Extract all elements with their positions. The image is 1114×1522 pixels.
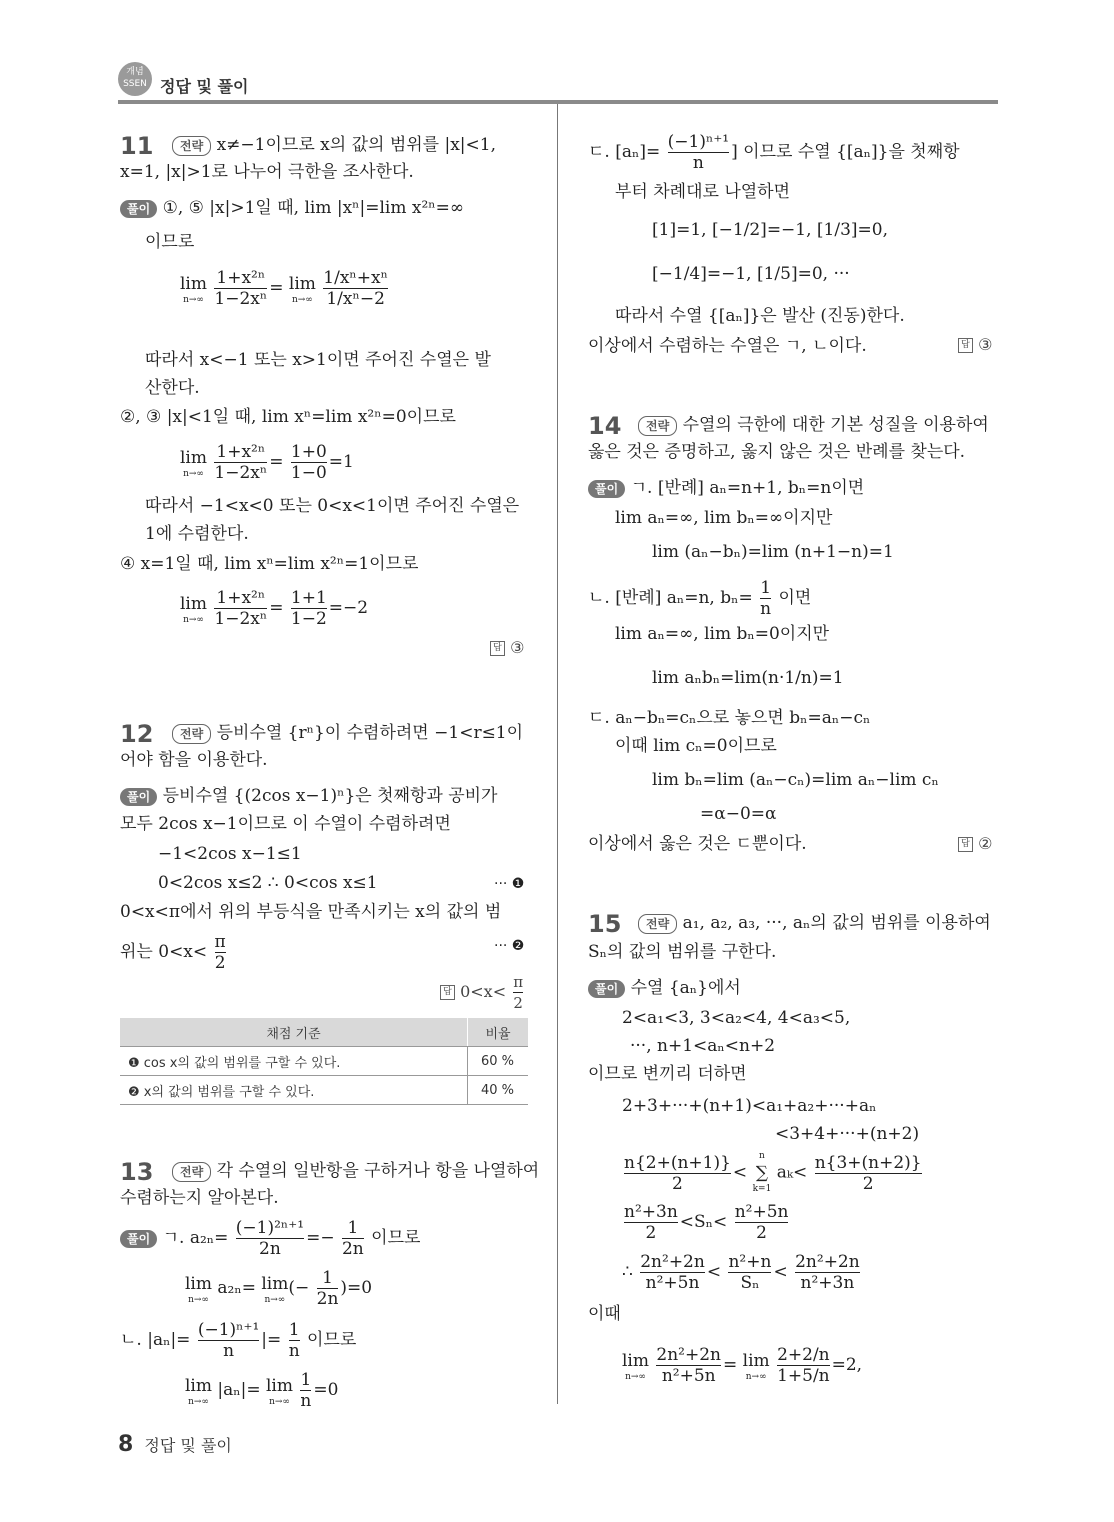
answer-mark: 답 [490, 641, 505, 656]
problem-13-strategy: 전략 각 수열의 일반항을 구하거나 항을 나열하여 [172, 1159, 539, 1183]
problem-13-line: [1]=1, [−1/2]=−1, [1/3]=0, [652, 220, 889, 240]
table-row: ❷ x의 값의 범위를 구할 수 있다. 40 % [120, 1076, 528, 1105]
problem-13-equation-2: lim n→∞ |aₙ|= lim n→∞ $\frac{1}{n}$ =0 [185, 1370, 339, 1411]
problem-12-line: 0<x<π에서 위의 부등식을 만족시키는 x의 값의 범 [120, 902, 502, 922]
problem-11-line: ②, ③ |x|<1일 때, lim xⁿ=lim x²ⁿ=0이므로 [120, 407, 456, 427]
solution-badge: 풀이 [120, 788, 157, 806]
problem-12-strategy: 전략 등비수열 {rⁿ}이 수렴하려면 −1<r≤1이 [172, 721, 523, 745]
problem-13-line: 부터 차례대로 나열하면 [615, 182, 791, 202]
strategy-badge: 전략 [638, 914, 677, 934]
problem-12-line: −1<2cos x−1≤1 [158, 844, 302, 864]
problem-14-answer: 답 ② [958, 834, 992, 853]
problem-13-answer: 답 ③ [958, 335, 992, 354]
problem-15-number: 15 [588, 910, 622, 938]
scoring-table [120, 1018, 528, 1105]
problem-15-equation-4: lim n→∞ $\frac{\text{2n²+2n}}{\text{n²+5n}}$ = lim n→∞ $\frac{2+2/n}{1+5/n}$ =2, [622, 1345, 863, 1386]
problem-11-line: 따라서 x<−1 또는 x>1이면 주어진 수열은 발 [145, 350, 491, 370]
problem-11-equation-2: lim n→∞ $\frac{\text{1+x²ⁿ}}{\text{1−2xⁿ}}$ = $\frac{1+0}{1-0}$ =1 [180, 442, 354, 483]
strategy-badge: 전략 [172, 136, 211, 156]
problem-11-strategy [172, 133, 496, 157]
problem-11-equation-1: lim n→∞ $\frac{\text{1+x²ⁿ}}{\text{1−2xⁿ}}$ = lim n→∞ $\frac{\text{1/xⁿ+xⁿ}}{\text{1/xⁿ−2}}$ [180, 268, 388, 309]
step-marker-1: ··· ❶ [494, 876, 525, 892]
problem-12-strategy-line2: 어야 함을 이용한다. [120, 750, 268, 770]
problem-15-line: ···, n+1<aₙ<n+2 [630, 1036, 776, 1056]
problem-14-solution-line1: 풀이 ㄱ. [반례] aₙ=n+1, bₙ=n이면 [588, 476, 864, 500]
problem-11-strategy-line2: x=1, |x|>1로 나누어 극한을 조사한다. [120, 162, 414, 182]
solution-badge: 풀이 [120, 200, 157, 218]
problem-11-line: ④ x=1일 때, lim xⁿ=lim x²ⁿ=1이므로 [120, 554, 419, 574]
brand-logo [118, 62, 152, 96]
answer-mark: 답 [958, 338, 973, 353]
page-header [118, 62, 998, 106]
problem-14-line: lim aₙbₙ=lim(n·1/n)=1 [652, 668, 844, 688]
problem-11-line: 이므로 [145, 232, 195, 252]
solution-text: ①, ⑤ |x|>1일 때, lim |xⁿ|=lim x²ⁿ=∞ [162, 198, 465, 218]
problem-15-solution-line1: 풀이 수열 {aₙ}에서 [588, 976, 741, 1000]
problem-13-number: 13 [120, 1158, 154, 1186]
problem-14-line: ㄷ. aₙ−bₙ=cₙ으로 놓으면 bₙ=aₙ−cₙ [588, 708, 871, 728]
table-row: ❶ cos x의 값의 범위를 구할 수 있다. 60 % [120, 1047, 528, 1076]
table-header: 채점 기준 [120, 1018, 468, 1047]
problem-13-line: 이상에서 수렴하는 수열은 ㄱ, ㄴ이다. [588, 336, 867, 356]
header-rule [118, 100, 998, 104]
problem-15-equation-1: $\frac{n\{2+(n+1)\}}{2}$ < n ∑ k=1 aₖ< $\frac{n\{3+(n+2)\}}{2}$ [624, 1151, 922, 1194]
problem-12-solution-line1: 풀이 등비수열 {(2cos x−1)ⁿ}은 첫째항과 공비가 [120, 784, 497, 808]
problem-14-strategy-line2: 옳은 것은 증명하고, 옳지 않은 것은 반례를 찾는다. [588, 442, 966, 462]
problem-15-equation-3: ∴ $\frac{\text{2n²+2n}}{\text{n²+5n}}$ < $\frac{\text{n²+n}}{\text{Sₙ}}$ < $\frac{\text{2n²+2n}}{\text{n²+3n}}$ [622, 1252, 860, 1293]
problem-11-answer: 답 ③ [490, 638, 524, 657]
problem-12-line: 모두 2cos x−1이므로 이 수열이 수렴하려면 [120, 814, 451, 834]
page-number: 8 [118, 1432, 134, 1457]
problem-13-strategy-line2: 수렴하는지 알아본다. [120, 1188, 279, 1208]
problem-11-solution-line1 [120, 196, 464, 220]
problem-15-equation-2: $\frac{\text{n²+3n}}{2}$ <Sₙ< $\frac{\text{n²+5n}}{2}$ [624, 1202, 789, 1243]
step-marker-2: ··· ❷ [494, 938, 525, 954]
problem-15-line: 이때 [588, 1304, 621, 1324]
strategy-text: x≠−1이므로 x의 값의 범위를 |x|<1, [216, 135, 496, 155]
logo-top-text: 개념 [126, 67, 144, 77]
problem-15-line: <3+4+···+(n+2) [775, 1124, 920, 1144]
table-header: 비율 [468, 1018, 529, 1047]
problem-15-line: 이므로 변끼리 더하면 [588, 1064, 747, 1084]
problem-12-number: 12 [120, 720, 154, 748]
logo-bottom-text: SSEN [123, 79, 147, 89]
problem-13-line: [−1/4]=−1, [1/5]=0, ··· [652, 264, 850, 284]
solution-badge: 풀이 [120, 1230, 157, 1248]
strategy-badge: 전략 [638, 416, 677, 436]
problem-13-line: ㄴ. |aₙ|= $\frac{\text{(−1)ⁿ⁺¹}}{n}$ |= $\frac{1}{n}$ 이므로 [120, 1320, 357, 1361]
problem-11-number: 11 [120, 132, 154, 160]
problem-11-line: 따라서 −1<x<0 또는 0<x<1이면 주어진 수열은 [145, 496, 520, 516]
problem-14-line: 이상에서 옳은 것은 ㄷ뿐이다. [588, 834, 807, 854]
problem-13-line: 따라서 수열 {[aₙ]}은 발산 (진동)한다. [615, 306, 905, 326]
problem-12-answer: 답 0<x< $\frac{\pi}{2}$ [440, 972, 525, 1013]
page-title: 정답 및 풀이 [160, 77, 249, 96]
problem-15-strategy-line2: Sₙ의 값의 범위를 구한다. [588, 942, 777, 962]
problem-13-equation-1: lim n→∞ a₂ₙ= lim n→∞ (− $\frac{1}{2n}$ )=0 [185, 1268, 373, 1309]
problem-12-line: 0<2cos x≤2 ∴ 0<cos x≤1 [158, 873, 378, 893]
problem-13-solution-line1: 풀이 ㄱ. a₂ₙ= $\frac{\text{(−1)²ⁿ⁺¹}}{2n}$ =− $\frac{1}{2n}$ 이므로 [120, 1218, 420, 1259]
problem-15-line: 2<a₁<3, 3<a₂<4, 4<a₃<5, [622, 1008, 851, 1028]
answer-mark: 답 [958, 837, 973, 852]
strategy-badge: 전략 [172, 1162, 211, 1182]
solution-badge: 풀이 [588, 480, 625, 498]
column-divider [557, 104, 558, 1404]
problem-14-line: ㄴ. [반례] aₙ=n, bₙ= $\frac{1}{n}$ 이면 [588, 578, 812, 619]
problem-14-line: =α−0=α [700, 804, 777, 824]
problem-14-line: lim bₙ=lim (aₙ−cₙ)=lim aₙ−lim cₙ [652, 770, 939, 790]
footer-text: 정답 및 풀이 [144, 1436, 232, 1455]
problem-13-line: ㄷ. [aₙ]= $\frac{\text{(−1)ⁿ⁺¹}}{n}$ ] 이므로 수열 {[aₙ]}을 첫째항 [588, 132, 960, 173]
problem-11-equation-3: lim n→∞ $\frac{\text{1+x²ⁿ}}{\text{1−2xⁿ}}$ = $\frac{1+1}{1-2}$ =−2 [180, 588, 369, 629]
problem-14-strategy: 전략 수열의 극한에 대한 기본 성질을 이용하여 [638, 413, 989, 437]
solution-badge: 풀이 [588, 980, 625, 998]
problem-11-line: 산한다. [145, 378, 200, 398]
problem-15-line: 2+3+···+(n+1)<a₁+a₂+···+aₙ [622, 1096, 877, 1116]
problem-14-line: lim (aₙ−bₙ)=lim (n+1−n)=1 [652, 542, 894, 562]
strategy-badge: 전략 [172, 724, 211, 744]
problem-14-number: 14 [588, 412, 622, 440]
answer-mark: 답 [440, 985, 455, 1000]
problem-14-line: lim aₙ=∞, lim bₙ=∞이지만 [615, 508, 833, 528]
problem-11-line: 1에 수렴한다. [145, 524, 249, 544]
problem-14-line: 이때 lim cₙ=0이므로 [615, 736, 777, 756]
page-footer [118, 1432, 232, 1457]
problem-15-strategy: 전략 a₁, a₂, a₃, ···, aₙ의 값의 범위를 이용하여 [638, 911, 991, 935]
problem-12-line: 위는 0<x< $\frac{\pi}{2}$ [120, 932, 226, 973]
problem-14-line: lim aₙ=∞, lim bₙ=0이지만 [615, 624, 830, 644]
